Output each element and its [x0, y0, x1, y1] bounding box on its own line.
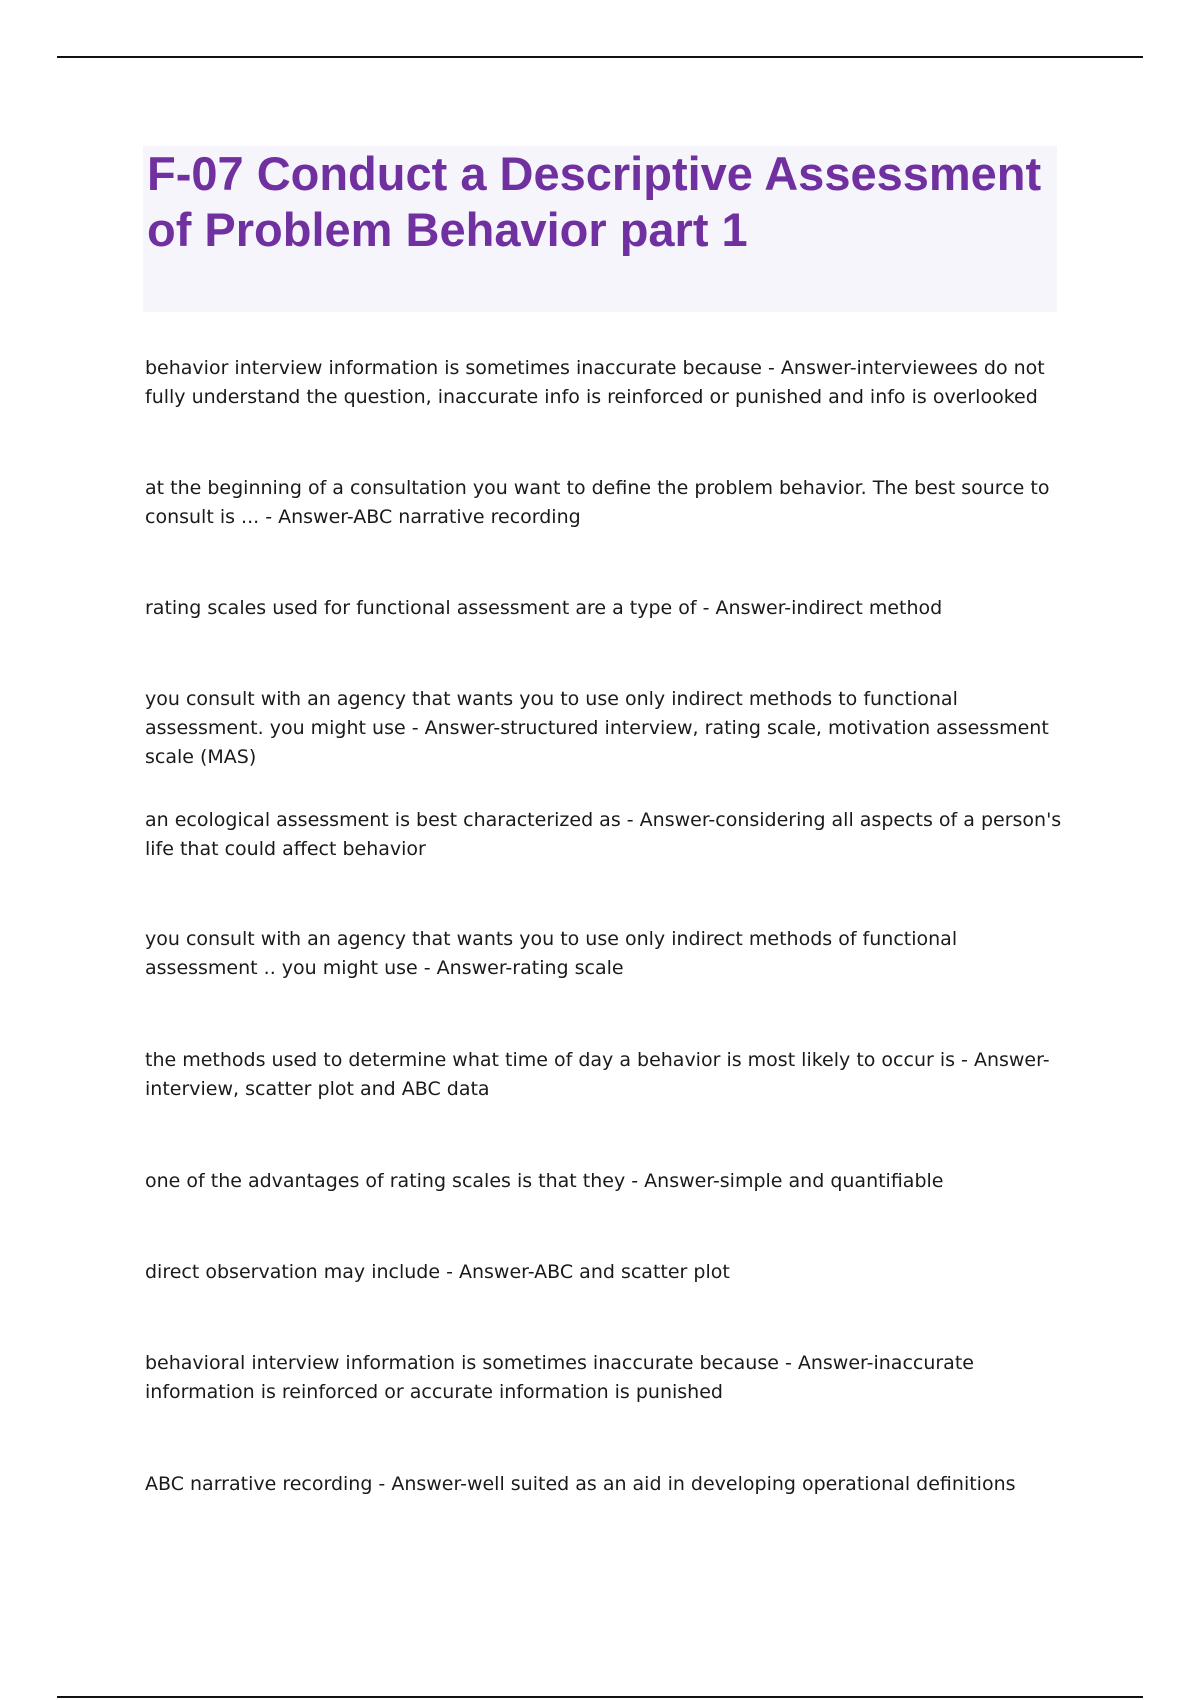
top-rule — [57, 56, 1143, 58]
qa-item: behavioral interview information is sometimes inaccurate because - Answer-inaccurate information is reinforced or accurate information is punished — [145, 1352, 974, 1403]
qa-item: you consult with an agency that wants you to use only indirect methods to functional assessment. you might use - Answer-structured interview, rating scale, motivation assessment scale (MAS) — [145, 688, 1049, 768]
qa-item: rating scales used for functional assessment are a type of - Answer-indirect method — [145, 597, 943, 619]
qa-item: ABC narrative recording - Answer-well suited as an aid in developing operational definitions — [145, 1473, 1016, 1495]
document-title: F-07 Conduct a Descriptive Assessment of Problem Behavior part 1 — [147, 147, 1042, 256]
qa-item: at the beginning of a consultation you want to define the problem behavior. The best source to consult is ... - Answer-ABC narrative recording — [145, 477, 1050, 528]
qa-item: direct observation may include - Answer-ABC and scatter plot — [145, 1261, 730, 1283]
bottom-rule — [57, 1696, 1143, 1698]
title-box — [143, 146, 1057, 312]
qa-item: one of the advantages of rating scales is that they - Answer-simple and quantifiable — [145, 1170, 944, 1192]
qa-item: you consult with an agency that wants you to use only indirect methods of functional assessment .. you might use - Answer-rating scale — [145, 928, 958, 979]
qa-item: behavior interview information is sometimes inaccurate because - Answer-interviewees do not fully understand the question, inaccurate info is reinforced or punished and info is overlooked — [145, 357, 1045, 408]
qa-item: an ecological assessment is best characterized as - Answer-considering all aspects of a person's life that could affect behavior — [145, 809, 1062, 860]
qa-item: the methods used to determine what time of day a behavior is most likely to occur is - Answer-interview, scatter plot and ABC data — [145, 1049, 1050, 1100]
